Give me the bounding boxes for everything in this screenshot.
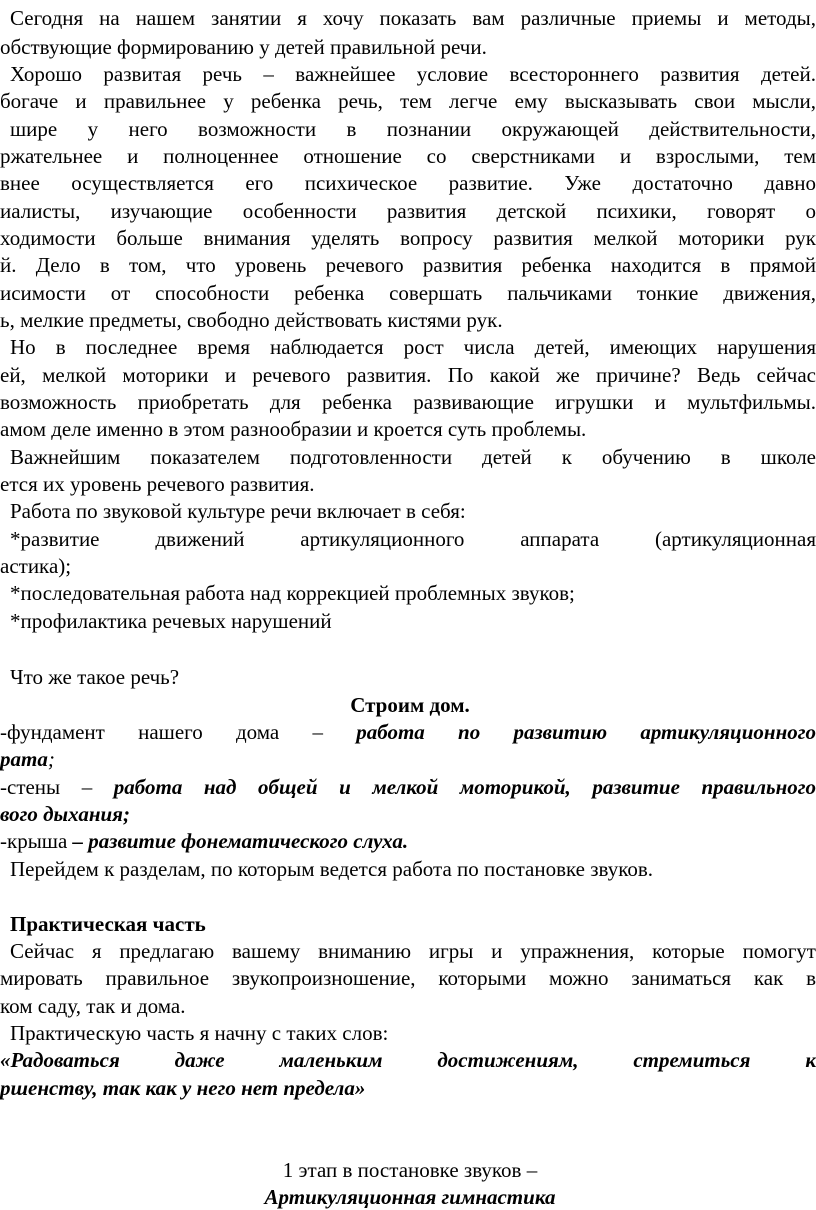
foundation-emphasis: работа по развитию артикуляционного xyxy=(356,720,816,744)
stage-text: 1 этап в постановке звуков – xyxy=(282,1158,538,1182)
paragraph-line: Хорошо развитая речь – важнейшее условие всестороннего развития детей. xyxy=(10,62,816,86)
paragraph-line: богаче и правильнее у ребенка речь, тем легче ему высказывать свои мысли, xyxy=(0,89,816,113)
list-item-continuation: астика); xyxy=(0,554,72,578)
roof-prefix: -крыша xyxy=(0,829,73,853)
stage-line xyxy=(0,1156,816,1184)
paragraph-line: й. Дело в том, что уровень речевого развития ребенка находится в прямой xyxy=(0,253,816,277)
house-walls-cont xyxy=(0,800,816,828)
house-walls-line xyxy=(0,773,816,801)
paragraph-line: Но в последнее время наблюдается рост числа детей, имеющих нарушения xyxy=(10,335,816,359)
walls-cont-emphasis: вого дыхания; xyxy=(0,802,130,826)
roof-emphasis: – развитие фонематического слуха. xyxy=(72,829,409,853)
paragraph-line: ей, мелкой моторики и речевого развития. По какой же причине? Ведь сейчас xyxy=(0,363,816,387)
quote-line: ршенству, так как у него нет предела» xyxy=(0,1076,366,1100)
foundation-cont-emphasis: рата xyxy=(0,747,48,771)
paragraph-line: внее осуществляется его психическое развитие. Уже достаточно давно xyxy=(0,171,816,195)
quote-line: «Радоваться даже маленьким достижениям, стремиться к xyxy=(0,1048,816,1072)
practice-heading: Практическая часть xyxy=(10,912,206,936)
paragraph-line: возможность приобретать для ребенка развивающие игрушки и мультфильмы. xyxy=(0,390,816,414)
paragraph-line: ется их уровень речевого развития. xyxy=(0,472,315,496)
list-item: *профилактика речевых нарушений xyxy=(10,609,332,633)
house-foundation-line xyxy=(0,718,816,746)
house-foundation-cont xyxy=(0,745,816,773)
sections-line: Перейдем к разделам, по которым ведется работа по постановке звуков. xyxy=(10,857,654,881)
foundation-prefix: -фундамент нашего дома – xyxy=(0,720,357,744)
house-title: Строим дом. xyxy=(350,693,470,717)
paragraph-line: Практическую часть я начну с таких слов: xyxy=(10,1021,389,1045)
foundation-cont-tail: ; xyxy=(47,747,55,771)
paragraph-line: Сейчас я предлагаю вашему вниманию игры и упражнения, которые помогут xyxy=(10,939,816,963)
section-title xyxy=(0,691,816,719)
question-line: Что же такое речь? xyxy=(10,665,180,689)
paragraph-line: амом деле именно в этом разнообразии и кроется суть проблемы. xyxy=(0,417,587,441)
paragraph-line: Работа по звуковой культуре речи включает в себя: xyxy=(10,499,466,523)
walls-emphasis: работа над общей и мелкой моторикой, развитие правильного xyxy=(113,775,816,799)
paragraph-line: исимости от способности ребенка совершать пальчиками тонкие движения, xyxy=(0,281,816,305)
paragraph-line: иалисты, изучающие особенности развития детской психики, говорят о xyxy=(0,199,816,223)
list-item: *последовательная работа над коррекцией проблемных звуков; xyxy=(10,581,575,605)
paragraph-line: мировать правильное звукопроизношение, которыми можно заниматься как в xyxy=(0,966,816,990)
paragraph-line: обствующие формированию у детей правильной речи. xyxy=(0,35,487,59)
paragraph-line: ь, мелкие предметы, свободно действовать кистями рук. xyxy=(0,308,503,332)
list-item: *развитие движений артикуляционного аппарата (артикуляционная xyxy=(10,527,816,551)
paragraph-line: ржательнее и полноценнее отношение со сверстниками и взрослыми, тем xyxy=(0,144,816,168)
walls-prefix: -стены – xyxy=(0,775,114,799)
stage-title xyxy=(0,1183,816,1210)
paragraph-line: ходимости больше внимания уделять вопросу развития мелкой моторики рук xyxy=(0,226,816,250)
paragraph-line: Сегодня на нашем занятии я хочу показать вам различные приемы и методы, xyxy=(10,6,816,30)
paragraph-line: Важнейшим показателем подготовленности детей к обучению в школе xyxy=(10,445,816,469)
paragraph-line: ком саду, так и дома. xyxy=(0,994,186,1018)
paragraph-line: шире у него возможности в познании окружающей действительности, xyxy=(10,117,816,141)
house-roof-line xyxy=(0,827,816,855)
stage-title-text: Артикуляционная гимнастика xyxy=(264,1185,556,1209)
